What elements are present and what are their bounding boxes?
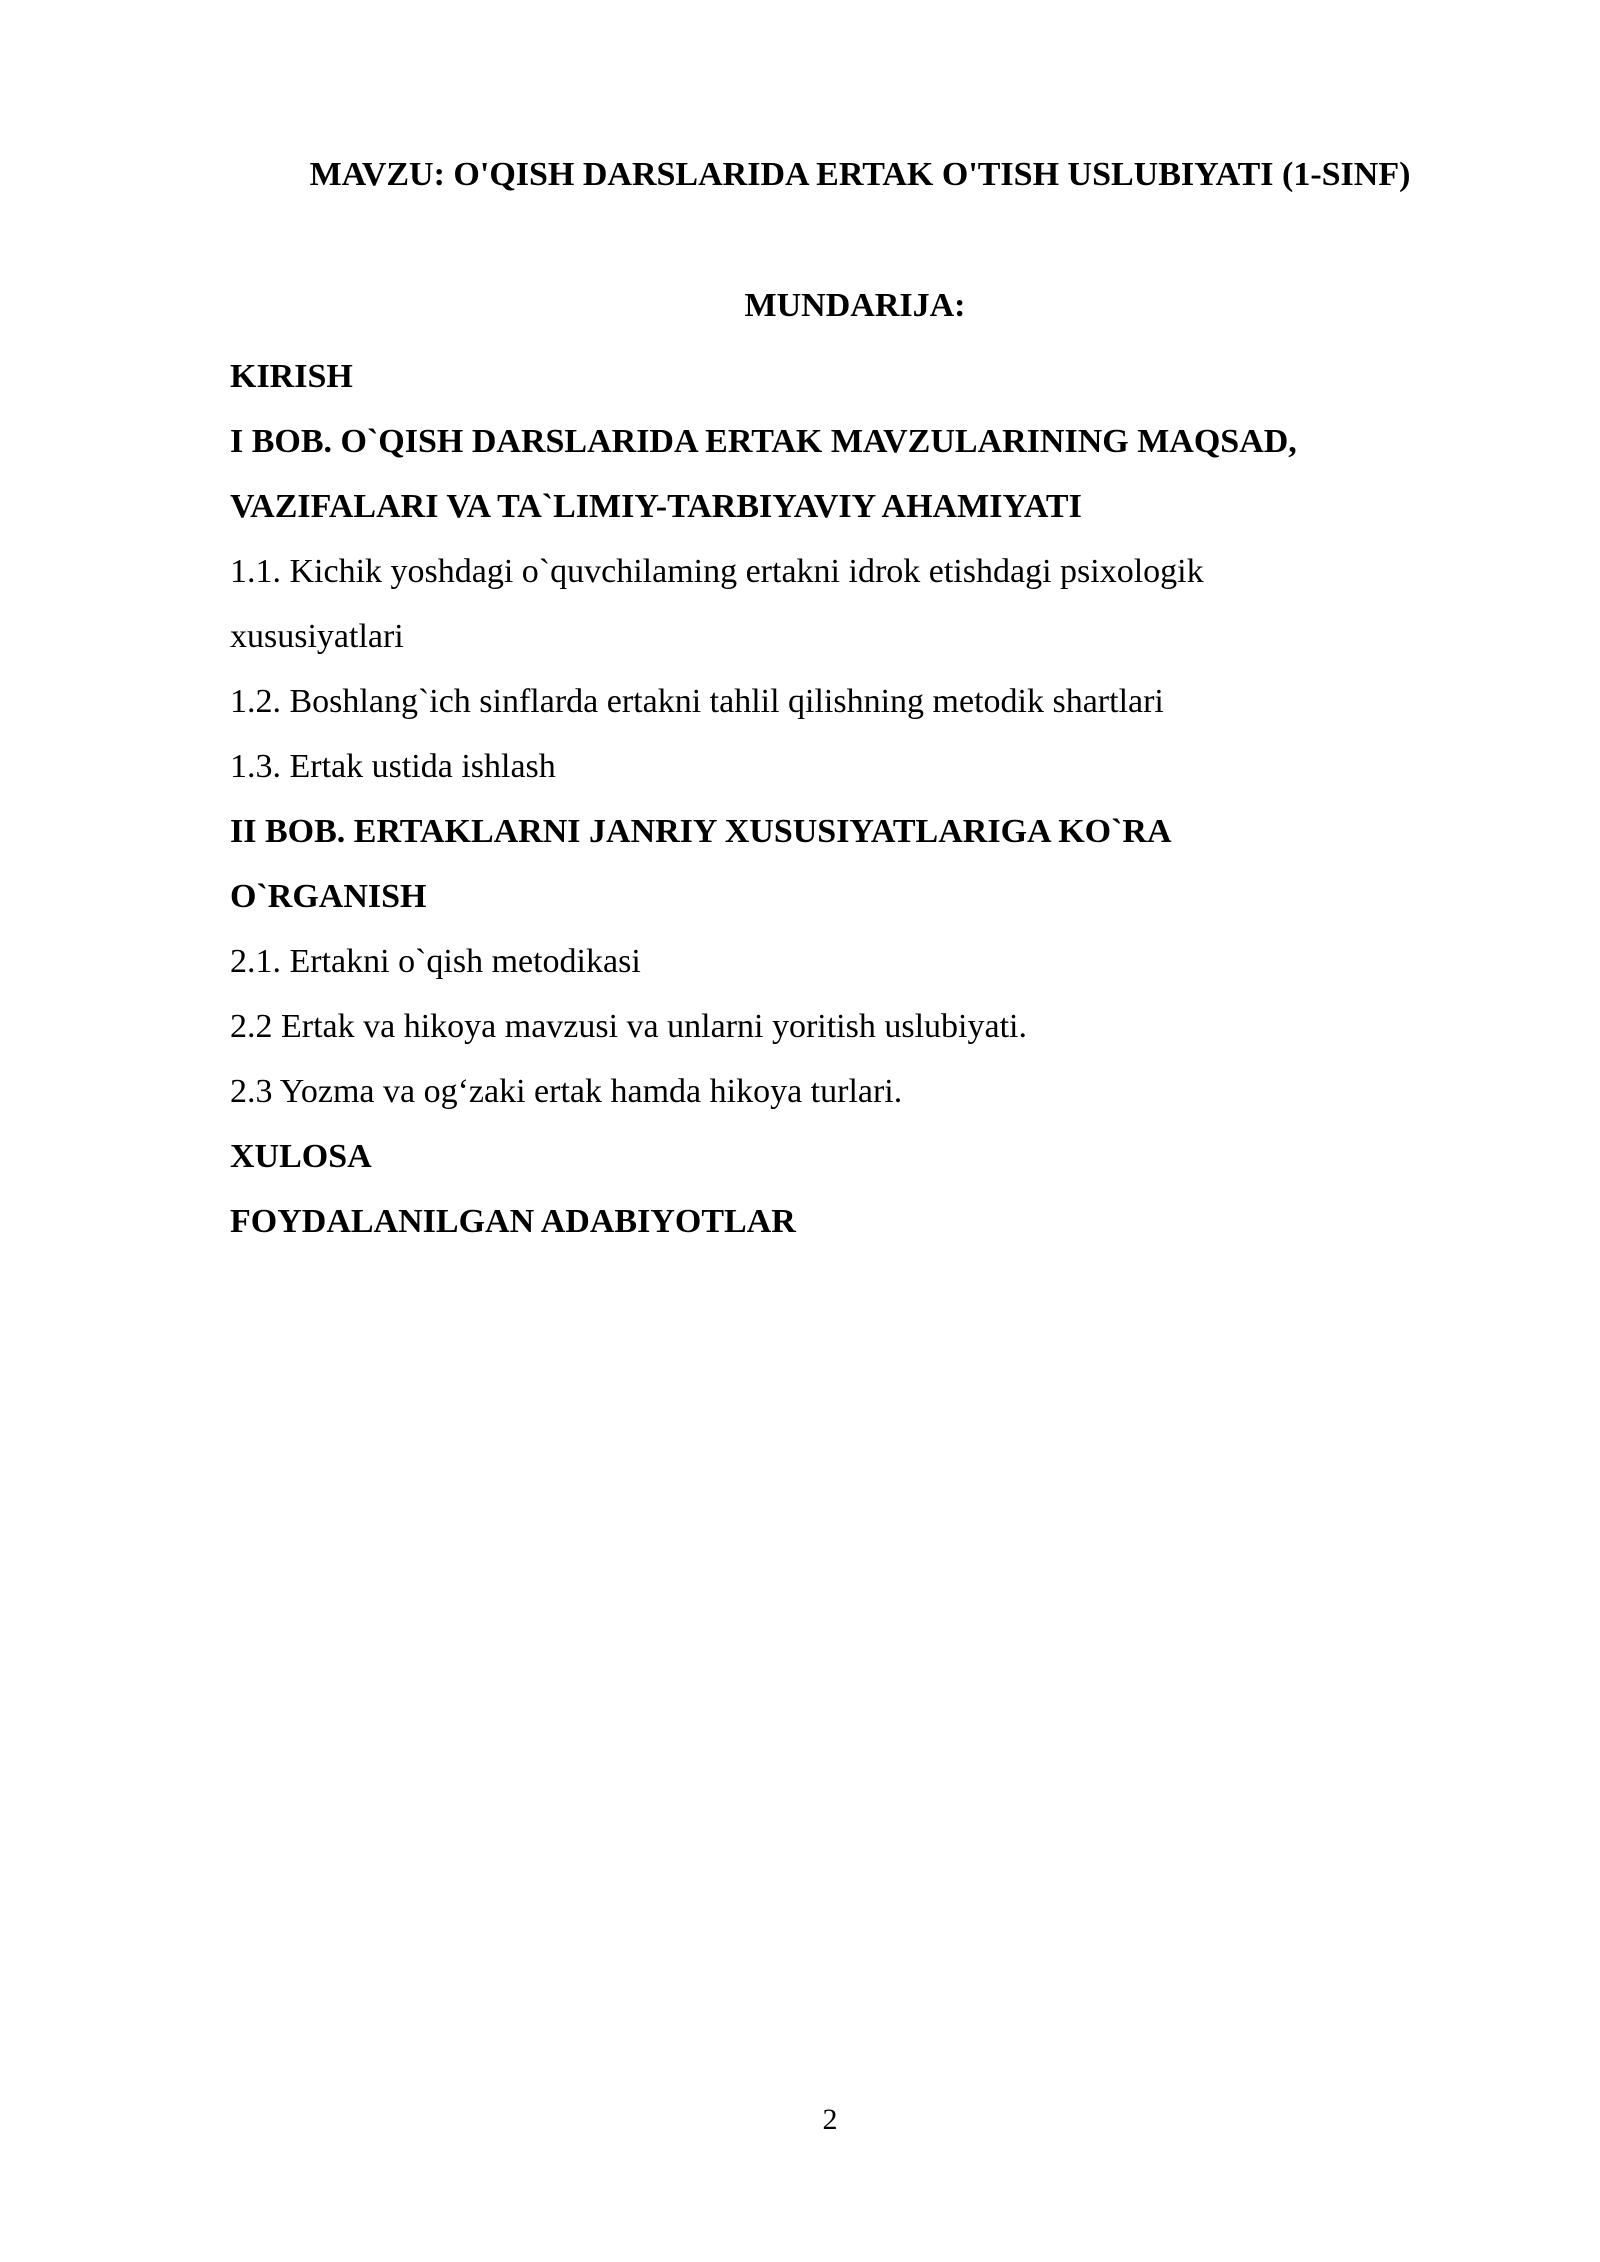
table-of-contents [230, 344, 1460, 1254]
toc-entry-section-1-2: 1.2. Boshlang`ich sinflarda ertakni tahlil qilishning metodik shartlari [230, 683, 1164, 720]
toc-entry-section-2-1: 2.1. Ertakni o`qish metodikasi [230, 943, 641, 980]
toc-entry-chapter-2-title-continued: O`RGANISH [230, 878, 427, 915]
toc-entry-references: FOYDALANILGAN ADABIYOTLAR [230, 1203, 796, 1240]
toc-heading: MUNDARIJA: [744, 287, 966, 324]
toc-entry-introduction: KIRISH [230, 358, 353, 395]
toc-entry-chapter-1-title-continued: VAZIFALARI VA TA`LIMIY-TARBIYAVIY AHAMIYATI [230, 488, 1082, 525]
toc-entry-section-1-1-continued: xususiyatlari [230, 618, 404, 655]
toc-entry-chapter-2-title: II BOB. ERTAKLARNI JANRIY XUSUSIYATLARIGA KO`RA [230, 813, 1172, 850]
toc-entry-section-1-3: 1.3. Ertak ustida ishlash [230, 748, 556, 785]
toc-entry-conclusion: XULOSA [230, 1138, 372, 1175]
topic-title: MAVZU: O'QISH DARSLARIDA ERTAK O'TISH USLUBIYATI (1-SINF) [309, 156, 1411, 193]
toc-entry-chapter-1-title: I BOB. O`QISH DARSLARIDA ERTAK MAVZULARINING MAQSAD, [230, 423, 1297, 460]
toc-entry-section-1-1: 1.1. Kichik yoshdagi o`quvchilaming ertakni idrok etishdagi psixologik [230, 553, 1204, 590]
page-number: 2 [822, 2103, 838, 2136]
toc-entry-section-2-2: 2.2 Ertak va hikoya mavzusi va unlarni yoritish uslubiyati. [230, 1008, 1027, 1045]
toc-entry-section-2-3: 2.3 Yozma va og‘zaki ertak hamda hikoya turlari. [230, 1073, 903, 1110]
